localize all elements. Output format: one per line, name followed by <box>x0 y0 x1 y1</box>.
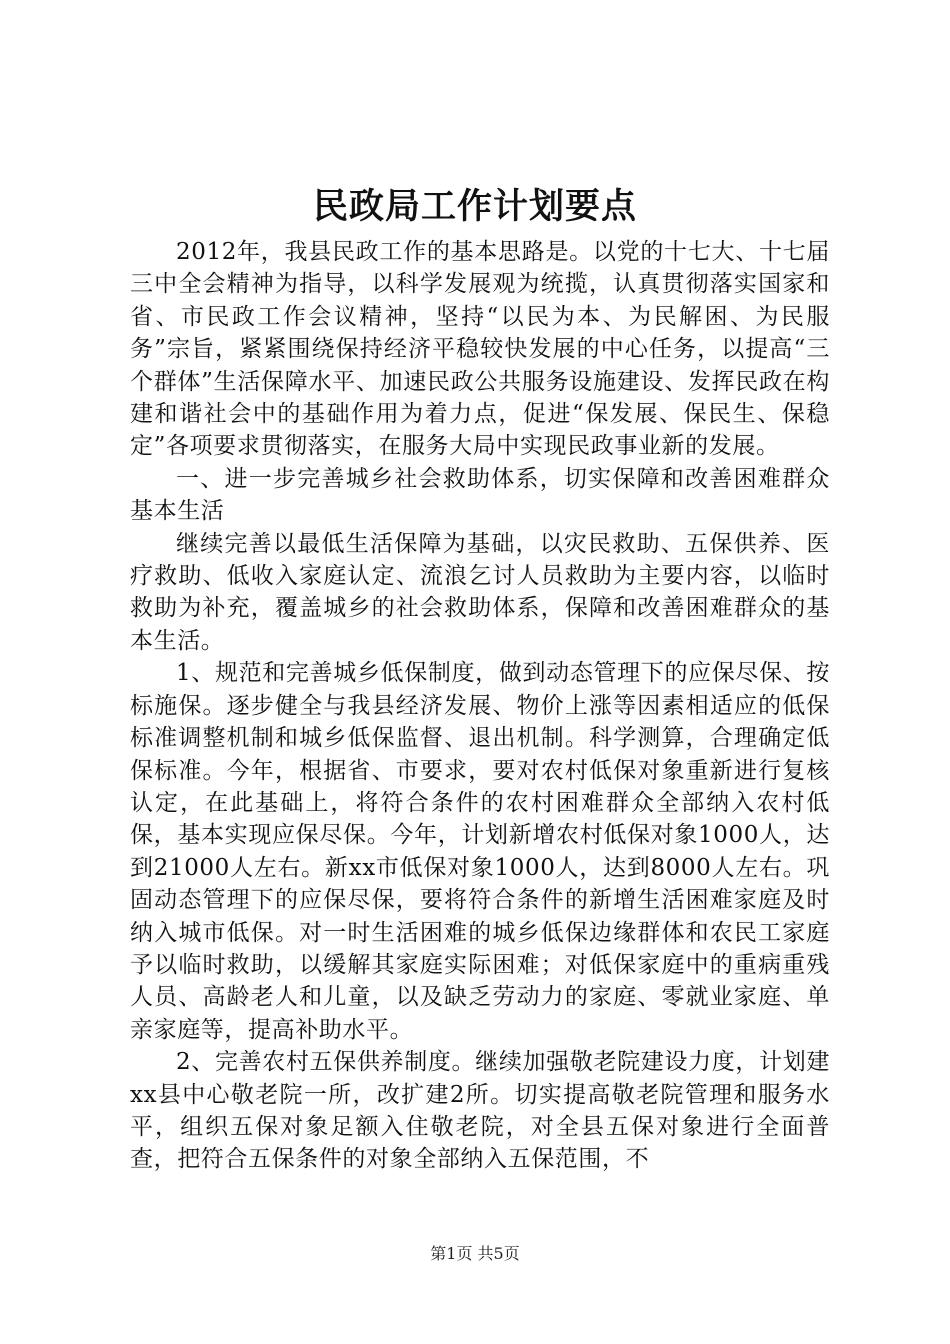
page-footer: 第1页 共5页 <box>430 1244 520 1263</box>
paragraph-section-1-summary: 继续完善以最低生活保障为基础，以灾民救助、五保供养、医疗救助、低收入家庭认定、流浪乞讨人员救助为主要内容，以临时救助为补充，覆盖城乡的社会救助体系，保障和改善困难群众的基本生活。 <box>130 530 830 654</box>
paragraph-intro: 2012年，我县民政工作的基本思路是。以党的十七大、十七届三中全会精神为指导，以科学发展观为统揽，认真贯彻落实国家和省、市民政工作会议精神，坚持“以民为本、为民解困、为民服务”宗旨，紧紧围绕保持经济平稳较快发展的中心任务，以提高“三个群体”生活保障水平、加速民政公共服务设施建设、发挥民政在构建和谐社会中的基础作用为着力点，促进“保发展、保民生、保稳定”各项要求贯彻落实，在服务大局中实现民政事业新的发展。 <box>130 239 830 460</box>
section-heading-1: 一、进一步完善城乡社会救助体系，切实保障和改善困难群众基本生活 <box>130 465 830 525</box>
document-body <box>130 236 830 1176</box>
paragraph-item-2: 2、完善农村五保供养制度。继续加强敬老院建设力度，计划建xx县中心敬老院一所，改扩建2所。切实提高敬老院管理和服务水平，组织五保对象足额入住敬老院，对全县五保对象进行全面普查，把符合五保条件的对象全部纳入五保范围，不 <box>130 1049 830 1173</box>
document-title: 民政局工作计划要点 <box>312 186 637 227</box>
paragraph-item-1: 1、规范和完善城乡低保制度，做到动态管理下的应保尽保、按标施保。逐步健全与我县经济发展、物价上涨等因素相适应的低保标准调整机制和城乡低保监督、退出机制。科学测算，合理确定低保标准。今年，根据省、市要求，要对农村低保对象重新进行复核认定，在此基础上，将符合条件的农村困难群众全部纳入农村低保，基本实现应保尽保。今年，计划新增农村低保对象1000人，达到21000人左右。新xx市低保对象1000人，达到8000人左右。巩固动态管理下的应保尽保，要将符合条件的新增生活困难家庭及时纳入城市低保。对一时生活困难的城乡低保边缘群体和农民工家庭予以临时救助，以缓解其家庭实际困难；对低保家庭中的重病重残人员、高龄老人和儿童，以及缺乏劳动力的家庭、零就业家庭、单亲家庭等，提高补助水平。 <box>130 660 830 1043</box>
